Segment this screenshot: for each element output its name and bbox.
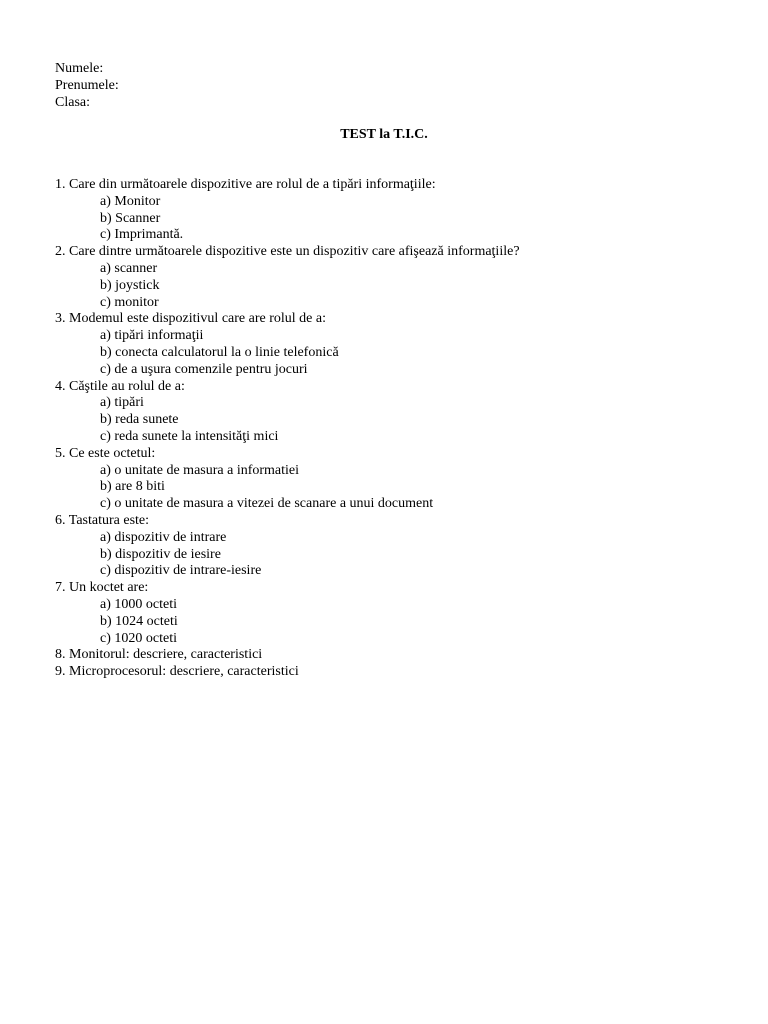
- question-7: [55, 580, 735, 647]
- answer-options: [55, 328, 735, 378]
- answer-option-a: a) o unitate de masura a informatiei: [100, 462, 300, 478]
- answer-option-b: b) 1024 octeti: [100, 613, 178, 629]
- question-text: 3. Modemul este dispozitivul care are rolul de a:: [55, 311, 326, 327]
- answer-option-c: c) dispozitiv de intrare-iesire: [100, 563, 262, 579]
- question-9: [55, 664, 735, 681]
- question-list: [55, 177, 735, 681]
- question-1: [55, 177, 735, 244]
- question-2: [55, 244, 735, 311]
- name-label: Numele:: [55, 61, 104, 76]
- answer-option-b: b) are 8 biti: [100, 479, 165, 495]
- question-text: 4. Căştile au rolul de a:: [55, 378, 185, 394]
- answer-option-a: a) scanner: [100, 260, 158, 276]
- question-8: [55, 647, 735, 664]
- answer-options: [55, 395, 735, 445]
- question-text: 6. Tastatura este:: [55, 512, 150, 528]
- answer-option-c: c) de a uşura comenzile pentru jocuri: [100, 361, 308, 377]
- answer-option-a: a) 1000 octeti: [100, 596, 177, 612]
- answer-option-c: c) reda sunete la intensităţi mici: [100, 428, 279, 444]
- answer-option-b: b) dispozitiv de iesire: [100, 546, 221, 562]
- question-3: [55, 311, 735, 378]
- class-label: Clasa:: [55, 95, 90, 110]
- answer-option-a: a) tipări informaţii: [100, 328, 204, 344]
- answer-option-c: c) monitor: [100, 294, 159, 310]
- question-text: 2. Care dintre următoarele dispozitive este un dispozitiv care afişează informaţiile?: [55, 244, 520, 260]
- question-text: 9. Microprocesorul: descriere, caracteristici: [55, 664, 299, 680]
- test-title: TEST la T.I.C.: [340, 127, 428, 142]
- answer-options: [55, 463, 735, 513]
- answer-option-a: a) Monitor: [100, 193, 161, 209]
- question-5: [55, 446, 735, 513]
- answer-options: [55, 261, 735, 311]
- answer-option-b: b) Scanner: [100, 210, 161, 226]
- answer-options: [55, 530, 735, 580]
- answer-option-b: b) joystick: [100, 277, 160, 293]
- answer-option-c: c) Imprimantă.: [100, 227, 184, 243]
- answer-option-c: c) 1020 octeti: [100, 630, 177, 646]
- answer-option-a: a) tipări: [100, 395, 144, 411]
- question-text: 8. Monitorul: descriere, caracteristici: [55, 647, 263, 663]
- question-4: [55, 379, 735, 446]
- question-text: 1. Care din următoarele dispozitive are rolul de a tipări informaţiile:: [55, 177, 436, 192]
- question-text: 5. Ce este octetul:: [55, 445, 156, 461]
- student-info-header: [55, 60, 119, 111]
- question-6: [55, 513, 735, 580]
- answer-option-c: c) o unitate de masura a vitezei de scanare a unui document: [100, 496, 434, 512]
- answer-option-a: a) dispozitiv de intrare: [100, 529, 227, 545]
- answer-option-b: b) reda sunete: [100, 412, 179, 428]
- answer-options: [55, 194, 735, 244]
- question-text: 7. Un koctet are:: [55, 580, 149, 596]
- answer-options: [55, 597, 735, 647]
- answer-option-b: b) conecta calculatorul la o linie telefonică: [100, 344, 339, 360]
- surname-label: Prenumele:: [55, 78, 119, 93]
